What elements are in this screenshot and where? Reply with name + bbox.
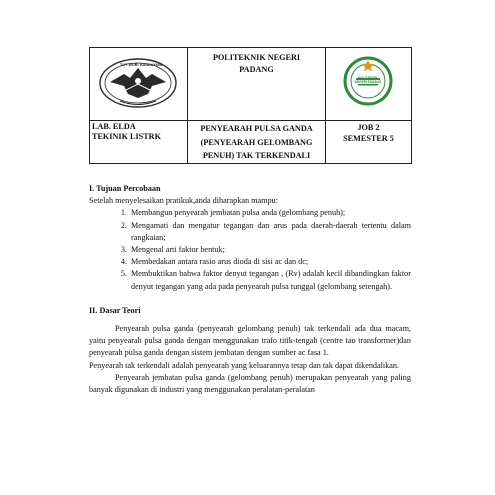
lab-cell: [90, 121, 188, 164]
list-item: 1. Membangun penyearah jembatan pulsa anda (gelombang penuh);: [129, 207, 411, 219]
right-logo-cell: [326, 48, 412, 121]
section2-paragraph: Penyearah tak terkendali adalah penyearah yang keluarannya tetap dan tak dapat dikendalikan.: [89, 360, 400, 370]
title-line2: (PENYEARAH GELOMBANG: [200, 137, 313, 147]
job-number: JOB 2: [357, 123, 380, 132]
section1-heading: I. Tujuan Percobaan: [89, 184, 161, 193]
list-item: 5. Membuktikan bahwa faktor denyut tegangan , (Rv) adalah kecil dibandingkan faktor denyut tegangan yang ada pada penyearah pulsa tunggal (gelombang setengah).: [129, 268, 411, 292]
right-logo-caption: POLITEKNIK NEGERI PADANG: [354, 76, 382, 84]
institution-line2: PADANG: [239, 65, 274, 74]
list-item: 3. Mengenal arti faktor bentuk;: [129, 244, 411, 256]
institution-cell: [188, 48, 326, 121]
title-line3: PENUH) TAK TERKENDALI: [202, 151, 311, 160]
left-logo-cell: [90, 48, 188, 121]
section2-paragraph: Penyearah pulsa ganda (penyearah gelombang penuh) tak terkendali ada dua macam, yaitu penyearah pulsa ganda dengan menggunakan trafo titik-tengah (centre tao transformer)dan penyearah pulsa ganda dengan sistem jembatan dengan sumber ac fasa 1.: [89, 324, 411, 358]
job-cell: [326, 121, 412, 164]
title-line1: PENYEARAH PULSA GANDA: [200, 124, 313, 133]
list-item: 2. Mengamati dan mengatur tegangan dan arus pada daerah-daerah tertentu dalam rangkaian;: [129, 220, 411, 244]
header-table: [89, 47, 412, 164]
left-logo-caption: TUT WURI HANDAYANI: [120, 63, 163, 67]
semester: SEMESTER 5: [343, 134, 394, 143]
document-body: [89, 183, 411, 396]
section2-heading: II. Dasar Teori: [89, 305, 141, 315]
lab-department: TEKINIK LISTRK: [92, 132, 161, 141]
objectives-list: [89, 207, 411, 292]
section2-paragraph: Penyearah jembatan pulsa ganda (gelombang penuh) merupakan penyearah yang paling banyak digunakan di industri yang menggunakan peralatan-peralatan: [89, 372, 411, 395]
section1-intro: Setelah menyelesaikan pratikuk,anda diharapkan mampu:: [89, 196, 278, 206]
title-cell: [188, 121, 326, 164]
lab-name: LAB. ELDA: [92, 122, 136, 131]
list-item: 4. Membedakan antara rasio arus dioda di sisi ac dan dc;: [129, 256, 411, 268]
institution-line1: POLITEKNIK NEGERI: [212, 53, 301, 62]
garuda-emblem-icon: [90, 48, 186, 118]
